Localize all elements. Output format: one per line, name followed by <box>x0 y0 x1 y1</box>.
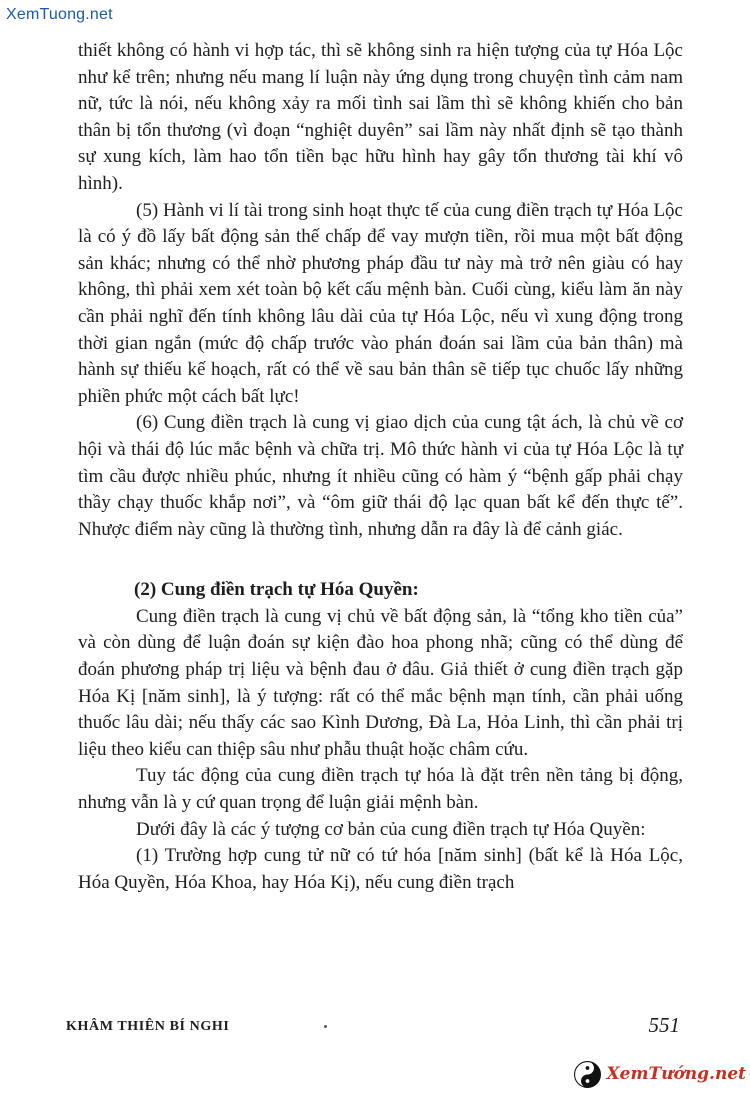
paragraph-item-5: (5) Hành vi lí tài trong sinh hoạt thực tế của cung điền trạch tự Hóa Lộc là có ý đồ lấy bất động sản thế chấp để vay mượn tiền, rồi mua một bất động sản khác; nhưng có thể nhờ phương pháp đầu tư này mà trở nên giàu có hay không, thì phải xem xét toàn bộ kết cấu mệnh bàn. Cuối cùng, kiểu làm ăn này cần phải nghĩ đến tính không lâu dài của tự Hóa Lộc, nếu vì xung động trong thời gian ngắn (mức độ chấp trước vào phán đoán sai lầm của bản thân) mà hành sự thiếu kế hoạch, rất có thể về sau bản thân sẽ tiếp tục chuốc lấy những phiền phức một cách bất lực! <box>78 199 683 407</box>
paragraph-item-1: (1) Trường hợp cung tử nữ có tứ hóa [năm sinh] (bất kể là Hóa Lộc, Hóa Quyền, Hóa Khoa, hay Hóa Kị), nếu cung điền trạch <box>78 845 683 893</box>
paragraph-list-intro: Dưới đây là các ý tượng cơ bản của cung điền trạch tự Hóa Quyền: <box>136 818 646 840</box>
page-footer <box>66 1013 680 1041</box>
watermark-text: XemTướng.net <box>606 1064 746 1084</box>
paragraph-intro: Cung điền trạch là cung vị chủ về bất động sản, là “tổng kho tiền của” và còn dùng để luận đoán sự kiện đào hoa phong nhã; cũng có thể dùng để đoán phương pháp trị liệu và bệnh đau ở đâu. Giả thiết ở cung điền trạch gặp Hóa Kị [năm sinh], là ý tượng: rất có thể mắc bệnh mạn tính, cần phải uống thuốc lâu dài; nếu thấy các sao Kình Dương, Đà La, Hỏa Linh, thì cần phải trị liệu theo kiểu can thiệp sâu như phẫu thuật hoặc châm cứu. <box>78 605 683 760</box>
site-badge-label: XemTuong.net <box>6 6 113 23</box>
yin-yang-icon <box>574 1061 601 1088</box>
page-number: 551 <box>648 1013 680 1037</box>
paragraph-continuation: thiết không có hành vi hợp tác, thì sẽ không sinh ra hiện tượng của tự Hóa Lộc như kể trên; nhưng nếu mang lí luận này ứng dụng trong chuyện tình cảm nam nữ, tức là nói, nếu không xảy ra mối tình sai lầm thì sẽ không khiến cho bản thân bị tổn thương (vì đoạn “nghiệt duyên” sai lầm này nhất định sẽ tạo thành sự xung kích, làm hao tổn tiền bạc hữu hình hay gây tổn thương tài khí vô hình). <box>78 40 683 194</box>
paragraph-item-6: (6) Cung điền trạch là cung vị giao dịch của cung tật ách, là chủ về cơ hội và thái độ lúc mắc bệnh và chữa trị. Mô thức hành vi của tự Hóa Lộc là tự tìm cầu được nhiều phúc, nhưng ít nhiều cũng có hàm ý “bệnh gấp phải chạy thầy chạy thuốc khắp nơi”, và “ôm giữ thái độ lạc quan bất kể đến thực tế”. Nhược điểm này cũng là thường tình, nhưng dẫn ra đây là để cảnh giác. <box>78 412 683 540</box>
site-badge[interactable] <box>0 0 134 30</box>
paragraph-note: Tuy tác động của cung điền trạch tự hóa là đặt trên nền tảng bị động, nhưng vẫn là y cứ quan trọng để luận giải mệnh bàn. <box>78 765 683 814</box>
footer-dot <box>324 1025 327 1028</box>
page-body <box>78 38 683 896</box>
watermark-logo[interactable] <box>574 1056 746 1092</box>
book-title: KHÂM THIÊN BÍ NGHI <box>66 1019 230 1034</box>
section-heading: (2) Cung điền trạch tự Hóa Quyền: <box>134 579 419 601</box>
